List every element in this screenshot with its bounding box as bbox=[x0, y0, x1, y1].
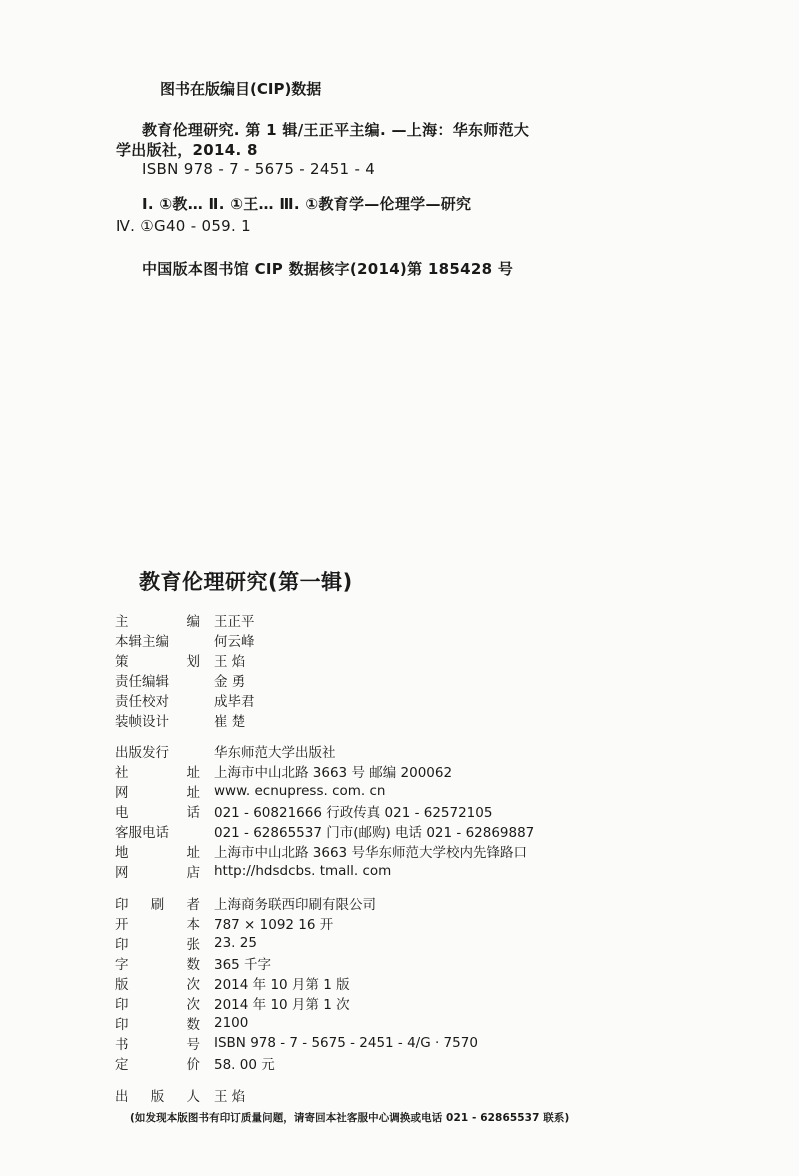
print-row bbox=[115, 933, 257, 953]
credit-row bbox=[115, 650, 245, 670]
publisher-row bbox=[115, 761, 452, 781]
credit-label: 责任编辑 bbox=[115, 674, 169, 690]
print-value: 58. 00 元 bbox=[214, 1057, 275, 1073]
cip-publisher-line: 学出版社，2014. 8 bbox=[116, 141, 258, 159]
print-label: 版 次 bbox=[115, 977, 200, 993]
publisher-value: 上海市中山北路 3663 号 邮编 200062 bbox=[214, 765, 453, 781]
credit-row bbox=[115, 690, 255, 710]
print-label: 书 号 bbox=[115, 1037, 200, 1053]
credit-label: 装帧设计 bbox=[115, 714, 169, 730]
publisher-label: 网 店 bbox=[115, 865, 200, 881]
publisher-label: 网 址 bbox=[115, 785, 200, 801]
publisher-value: 021 - 60821666 行政传真 021 - 62572105 bbox=[214, 805, 493, 821]
credit-label: 责任校对 bbox=[115, 694, 169, 710]
print-value: 上海商务联西印刷有限公司 bbox=[214, 897, 376, 913]
cip-record-number: 中国版本图书馆 CIP 数据核字(2014)第 185428 号 bbox=[142, 260, 514, 278]
publisher-person-value: 王 焰 bbox=[214, 1089, 246, 1105]
publisher-row bbox=[115, 781, 385, 801]
publisher-person-label: 出 版 人 bbox=[115, 1089, 200, 1105]
credit-label: 本辑主编 bbox=[115, 634, 169, 650]
publisher-row bbox=[115, 821, 534, 841]
credit-value: 王正平 bbox=[214, 614, 255, 630]
publisher-value: 华东师范大学出版社 bbox=[214, 745, 336, 761]
cip-heading: 图书在版编目(CIP)数据 bbox=[160, 80, 322, 98]
publisher-label: 社 址 bbox=[115, 765, 200, 781]
print-label: 印 数 bbox=[115, 1017, 200, 1033]
print-row bbox=[115, 993, 350, 1013]
credit-row bbox=[115, 710, 245, 730]
credit-label: 策 划 bbox=[115, 654, 200, 670]
credit-value: 金 勇 bbox=[214, 674, 246, 690]
publisher-row bbox=[115, 741, 336, 761]
print-row bbox=[115, 913, 333, 933]
print-value: 2100 bbox=[214, 1015, 249, 1031]
credit-row bbox=[115, 670, 245, 690]
print-row bbox=[115, 1033, 478, 1053]
print-value: 365 千字 bbox=[214, 957, 272, 973]
print-label: 印 次 bbox=[115, 997, 200, 1013]
credit-value: 何云峰 bbox=[214, 634, 255, 650]
print-label: 印 刷 者 bbox=[115, 897, 200, 913]
print-label: 字 数 bbox=[115, 957, 200, 973]
print-label: 印 张 bbox=[115, 937, 200, 953]
cip-isbn: ISBN 978 - 7 - 5675 - 2451 - 4 bbox=[142, 160, 376, 178]
print-row bbox=[115, 953, 271, 973]
book-title: 教育伦理研究(第一辑) bbox=[139, 570, 353, 594]
print-value: 2014 年 10 月第 1 次 bbox=[214, 997, 350, 1013]
publisher-value: http://hdsdcbs. tmall. com bbox=[214, 863, 392, 879]
publisher-label: 电 话 bbox=[115, 805, 200, 821]
publisher-label: 出版发行 bbox=[115, 745, 169, 761]
print-value: 787 × 1092 16 开 bbox=[214, 917, 334, 933]
quality-note: (如发现本版图书有印订质量问题，请寄回本社客服中心调换或电话 021 - 62865537 联系) bbox=[130, 1112, 570, 1124]
print-value: 2014 年 10 月第 1 版 bbox=[214, 977, 350, 993]
publisher-row bbox=[115, 801, 492, 821]
publisher-value: 上海市中山北路 3663 号华东师范大学校内先锋路口 bbox=[214, 845, 527, 861]
publisher-label: 客服电话 bbox=[115, 825, 169, 841]
print-row bbox=[115, 1053, 275, 1073]
credit-row bbox=[115, 610, 255, 630]
credit-value: 王 焰 bbox=[214, 654, 246, 670]
publisher-person-row bbox=[115, 1085, 245, 1105]
cip-title-line: 教育伦理研究. 第 1 辑/王正平主编. —上海：华东师范大 bbox=[142, 121, 530, 139]
publisher-label: 地 址 bbox=[115, 845, 200, 861]
credit-value: 成毕君 bbox=[214, 694, 255, 710]
cip-class-number: Ⅳ. ①G40 - 059. 1 bbox=[116, 217, 251, 235]
print-row bbox=[115, 973, 350, 993]
publisher-row bbox=[115, 841, 527, 861]
print-row bbox=[115, 1013, 248, 1033]
print-label: 定 价 bbox=[115, 1057, 200, 1073]
credit-row bbox=[115, 630, 255, 650]
publisher-value: 021 - 62865537 门市(邮购) 电话 021 - 62869887 bbox=[214, 825, 535, 841]
publisher-value: www. ecnupress. com. cn bbox=[214, 783, 386, 799]
print-value: 23. 25 bbox=[214, 935, 257, 951]
credit-label: 主 编 bbox=[115, 614, 200, 630]
print-value: ISBN 978 - 7 - 5675 - 2451 - 4/G · 7570 bbox=[214, 1035, 478, 1051]
cip-classification: Ⅰ. ①教… Ⅱ. ①王… Ⅲ. ①教育学—伦理学—研究 bbox=[142, 195, 472, 213]
credit-value: 崔 楚 bbox=[214, 714, 246, 730]
publisher-row bbox=[115, 861, 391, 881]
print-row bbox=[115, 893, 376, 913]
print-label: 开 本 bbox=[115, 917, 200, 933]
